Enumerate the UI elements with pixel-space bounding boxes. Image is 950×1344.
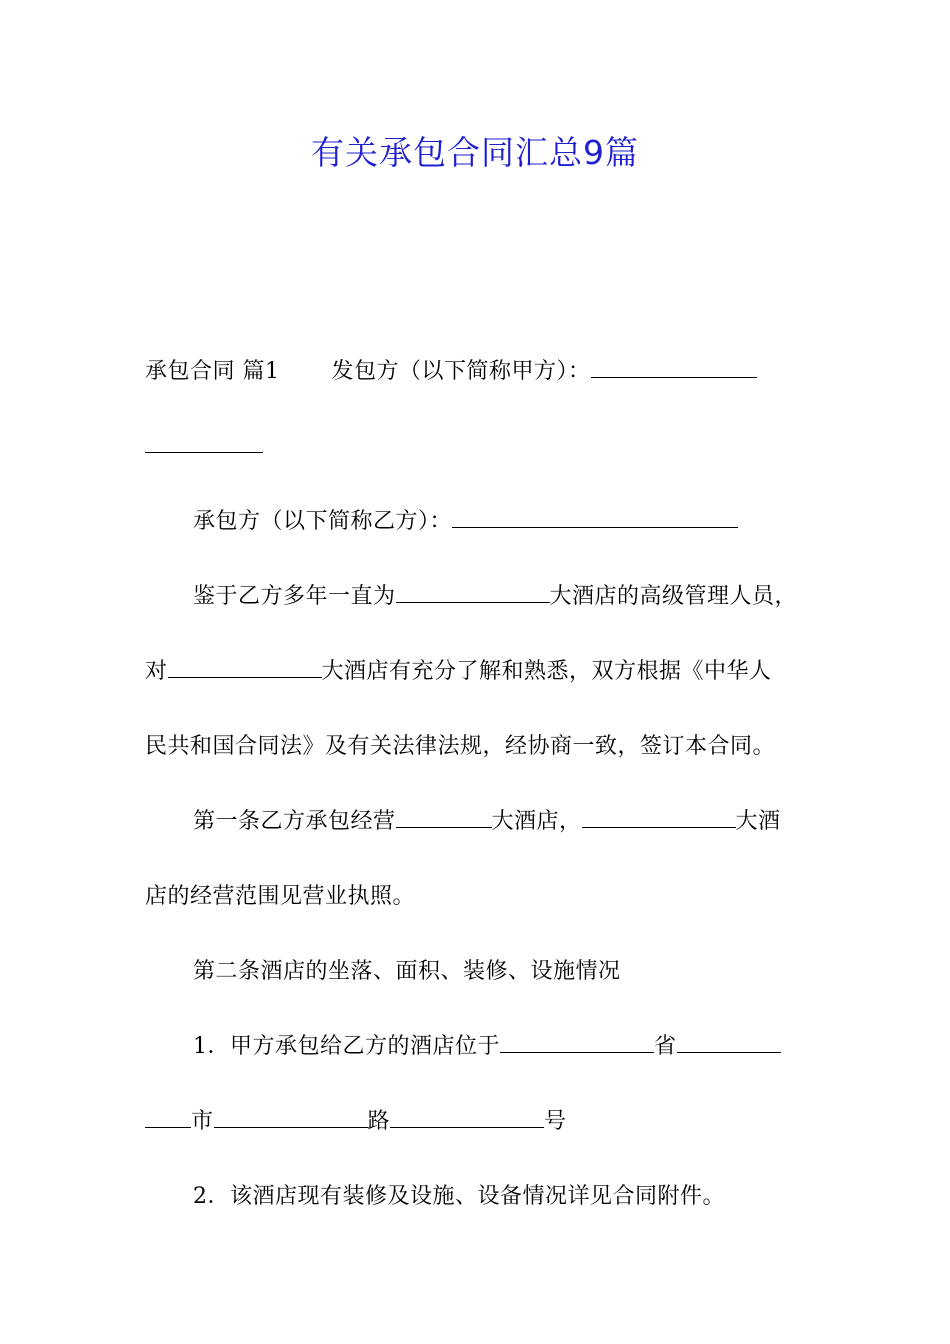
text-run: 对 xyxy=(145,659,168,684)
hotel-name-blank xyxy=(168,655,322,678)
paragraph-line xyxy=(145,409,807,484)
road-blank xyxy=(214,1105,368,1128)
text-run: 大酒店的高级管理人员， xyxy=(549,584,798,609)
province-blank xyxy=(500,1030,654,1053)
text-run: 省 xyxy=(654,1034,677,1059)
party-b-blank xyxy=(452,505,738,528)
text-run: 民共和国合同法》及有关法律法规，经协商一致，签订本合同。 xyxy=(145,734,776,759)
text-run: 鉴于乙方多年一直为 xyxy=(193,584,396,609)
paragraph-line xyxy=(145,1159,807,1234)
text-run: 大酒店， xyxy=(491,809,582,834)
party-a-blank-continued xyxy=(145,430,263,453)
paragraph-line xyxy=(145,334,807,409)
paragraph-line xyxy=(145,559,807,634)
contract-heading: 承包合同 篇1 xyxy=(145,359,280,384)
party-a-label: 发包方（以下简称甲方）： xyxy=(331,359,591,384)
document-title: 有关承包合同汇总9篇 xyxy=(311,133,639,172)
hotel-name-blank xyxy=(396,805,492,828)
paragraph-line xyxy=(145,1084,807,1159)
text-run: 大酒店有充分了解和熟悉，双方根据《中华人 xyxy=(321,659,772,684)
city-blank-continued xyxy=(145,1105,191,1128)
text-run: 店的经营范围见营业执照。 xyxy=(145,884,416,909)
text-run: 路 xyxy=(367,1109,391,1134)
party-b-label: 承包方（以下简称乙方）： xyxy=(193,509,453,534)
text-run: 2．该酒店现有装修及设施、设备情况详见合同附件。 xyxy=(193,1184,725,1209)
paragraph-line xyxy=(145,634,807,709)
paragraph-line xyxy=(145,709,807,784)
text-run: 市 xyxy=(191,1109,214,1134)
paragraph-line xyxy=(145,859,807,934)
party-a-blank xyxy=(591,355,757,378)
hotel-name-blank xyxy=(396,580,550,603)
paragraph-line xyxy=(145,484,807,559)
text-run: 大酒 xyxy=(735,809,781,834)
number-blank xyxy=(390,1105,544,1128)
paragraph-line xyxy=(145,784,807,859)
text-run: 号 xyxy=(544,1109,567,1134)
text-run: 1．甲方承包给乙方的酒店位于 xyxy=(193,1034,500,1059)
document-body xyxy=(145,334,807,1234)
paragraph-line xyxy=(145,934,807,1009)
city-blank xyxy=(677,1030,781,1053)
hotel-name-blank xyxy=(582,805,736,828)
section-heading: 第二条酒店的坐落、面积、装修、设施情况 xyxy=(193,959,621,984)
paragraph-line xyxy=(145,1009,807,1084)
text-run: 第一条乙方承包经营 xyxy=(193,809,396,834)
